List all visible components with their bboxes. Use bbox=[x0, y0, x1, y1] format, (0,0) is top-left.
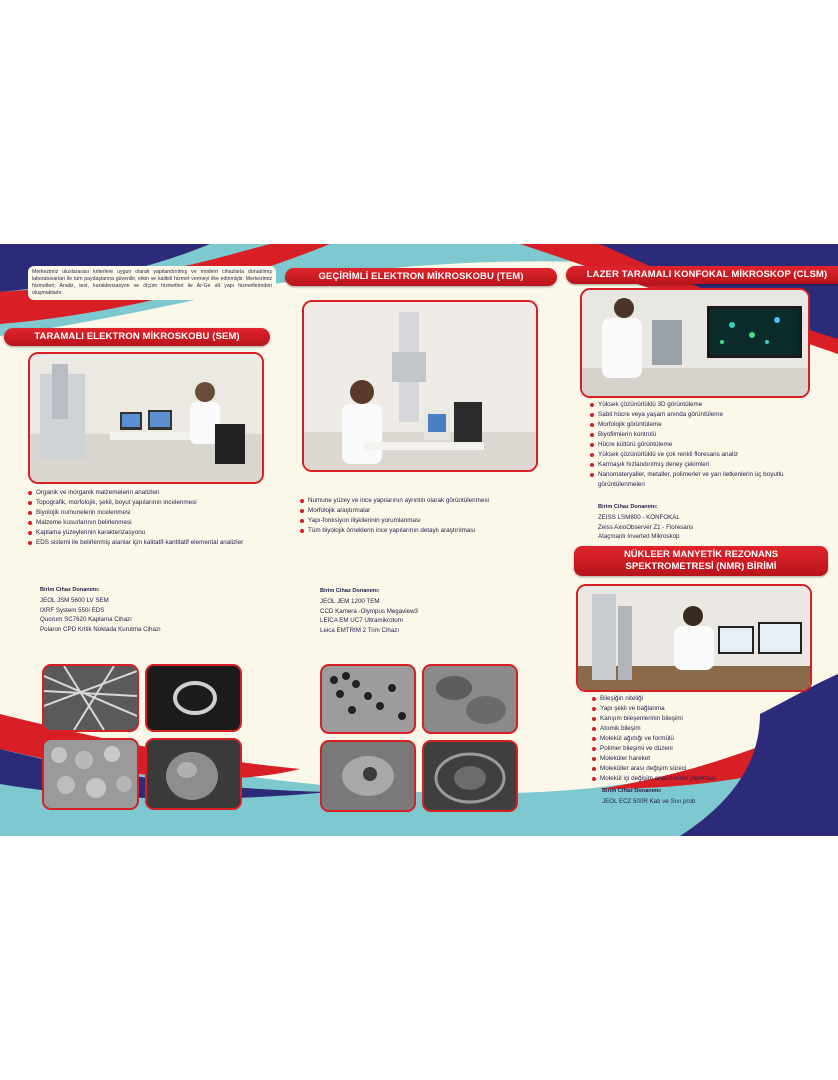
list-item: EDS sistemi ile belirlenmiş alanlar için kalitatif-kantitatif elemental analizler bbox=[28, 538, 268, 548]
sem-micrograph-pollen bbox=[147, 740, 240, 808]
list-item: Karmaşık hızlandırılmış deney çekimleri bbox=[590, 460, 810, 470]
clsm-equipment bbox=[598, 504, 693, 542]
list-item: Numune yüzey ve ince yapılarının ayrıntılı olarak görüntülenmesi bbox=[300, 496, 550, 506]
equipment-item: ZEISS LSM800 - KONFOKAL bbox=[598, 514, 680, 521]
sem-title: TARAMALI ELEKTRON MİKROSKOBU (SEM) bbox=[4, 328, 270, 346]
tem-thumb-tissue bbox=[422, 664, 518, 734]
sem-thumb-fibers bbox=[42, 664, 139, 732]
nmr-title-line1: NÜKLEER MANYETİK REZONANS bbox=[623, 549, 779, 560]
clsm-lab-image bbox=[582, 290, 808, 396]
sem-thumb-cell bbox=[145, 664, 242, 732]
list-item: Karışım bileşenlerinin bileşimi bbox=[592, 714, 812, 724]
clsm-photo bbox=[580, 288, 810, 398]
clsm-bullet-list bbox=[590, 400, 810, 490]
equipment-item: Quorum SC7620 Kaplama Cihazı bbox=[40, 616, 132, 624]
list-item: Topografik, morfolojik, şekil, boyut yapılarının incelenmesi bbox=[28, 498, 268, 508]
list-item: Moleküller arası değişim süreci bbox=[592, 764, 812, 774]
list-item: Biyolojik numunelerin incelenmesi bbox=[28, 508, 268, 518]
equipment-item: IXRF System 550i EDS bbox=[40, 606, 105, 614]
brochure-page bbox=[0, 244, 838, 836]
equipment-title: Birim Cihaz Donanımı: bbox=[598, 504, 658, 510]
list-item: Morfolojik görüntüleme bbox=[590, 420, 810, 430]
equipment-item: JEOL JEM 1200 TEM bbox=[320, 598, 380, 605]
list-item: Molekül ağırlığı ve formülü bbox=[592, 734, 812, 744]
nmr-bullet-list bbox=[592, 694, 812, 784]
list-item: Kaplama yüzeylerinin karakterizasyonu bbox=[28, 528, 268, 538]
tem-photo bbox=[302, 300, 538, 472]
list-item: Organik ve inorganik malzemelerin analizleri bbox=[28, 488, 268, 498]
equipment-title: Birim Cihaz Donanımı: bbox=[40, 587, 100, 593]
tem-thumb-nucleus bbox=[320, 740, 416, 812]
equipment-item: JEOL ECZ 500R Katı ve Sıvı prob bbox=[602, 798, 696, 805]
equipment-item: LEICA EM UC7 Ultramikrotom bbox=[320, 617, 403, 625]
clsm-title: LAZER TARAMALI KONFOKAL MİKROSKOP (CLSM) bbox=[566, 266, 838, 284]
tem-micrograph-particles bbox=[322, 666, 414, 732]
list-item: Molekül içi değişim analizlerinin yapılması bbox=[592, 774, 812, 784]
equipment-item: Ataçmanlı Inverted Mikroskop bbox=[598, 533, 680, 541]
list-item: Moleküler hareket bbox=[592, 754, 812, 764]
list-item: Bileşiğin niteliği bbox=[592, 694, 812, 704]
list-item: Biyofilmlerin kontrolü bbox=[590, 430, 810, 440]
tem-equipment bbox=[320, 588, 418, 635]
nmr-title-line2: SPEKTROMETRESİ (NMR) BİRİMİ bbox=[625, 561, 777, 572]
equipment-item: Leica EMTRIM 2 Trim Cihazı bbox=[320, 626, 400, 634]
list-item: Polimer bileşimi ve düzeni bbox=[592, 744, 812, 754]
equipment-item: Zeiss AxioObserver Z1 - Floresans bbox=[598, 523, 694, 531]
list-item: Yapı-fonksiyon ilişkilerinin yorumlanması bbox=[300, 516, 550, 526]
intro-text: Merkezimiz uluslararası kriterlere uygun olarak yapılandırılmış ve modern cihazlarla donatılmış laboratuvarları ile tüm paydaşlarına güvenilir, etkin ve kaliteli hizmet vermeyi ilke edinmiştir. Merkezimiz hizmetleri; Analiz, test, karakterizasyon ve ölçüm hizmetleri ile Ar-Ge alt yapı hizmetlerinden oluşmaktadır. bbox=[28, 266, 276, 300]
list-item: Yüksek çözünürlüklü ve çok renkli floresans analiz bbox=[590, 450, 810, 460]
list-item: Malzeme kusurlarının belirlenmesi bbox=[28, 518, 268, 528]
list-item: Sabit hücre veya yaşam anında görüntüleme bbox=[590, 410, 810, 420]
tem-bullet-list bbox=[300, 496, 550, 536]
tem-thumb-cell-section bbox=[422, 740, 518, 812]
equipment-item: JEOL JSM 5600 LV SEM bbox=[40, 597, 109, 604]
tem-thumb-particles bbox=[320, 664, 416, 734]
nmr-title bbox=[574, 546, 828, 576]
sem-equipment bbox=[40, 587, 161, 634]
equipment-title: Birim Cihaz Donanımı: bbox=[602, 788, 662, 794]
sem-lab-image bbox=[30, 354, 262, 482]
list-item: Nanomateryaller, metaller, polimerler ve yarı iletkenlerin üç boyutlu görüntülenmeleri bbox=[590, 470, 810, 490]
sem-photo bbox=[28, 352, 264, 484]
sem-bullet-list bbox=[28, 488, 268, 548]
nmr-lab-image bbox=[578, 586, 810, 690]
list-item: Tüm biyolojik örneklerin ince yapılarının detaylı araştırılması bbox=[300, 526, 550, 536]
list-item: Hücre kültürü görüntüleme bbox=[590, 440, 810, 450]
list-item: Yapı şekli ve bağlanma bbox=[592, 704, 812, 714]
tem-micrograph-cell-section bbox=[424, 742, 516, 810]
tem-micrograph-nucleus bbox=[322, 742, 414, 810]
nmr-photo bbox=[576, 584, 812, 692]
tem-micrograph-tissue bbox=[424, 666, 516, 732]
list-item: Atomik bileşim bbox=[592, 724, 812, 734]
equipment-item: Polaron CPD Kritik Noktada Kurutma Cihazı bbox=[40, 625, 161, 633]
tem-title: GEÇİRİMLİ ELEKTRON MİKROSKOBU (TEM) bbox=[285, 268, 557, 286]
list-item: Yüksek çözünürlüklü 3D görüntüleme bbox=[590, 400, 810, 410]
sem-thumb-granular bbox=[42, 738, 139, 810]
tem-lab-image bbox=[304, 302, 536, 470]
nmr-equipment bbox=[602, 788, 695, 807]
equipment-item: CCD Kamera -Olympus Megaview3 bbox=[320, 607, 418, 615]
list-item: Morfolojik araştırmalar bbox=[300, 506, 550, 516]
sem-thumb-pollen bbox=[145, 738, 242, 810]
sem-micrograph-fibers bbox=[44, 666, 137, 730]
sem-micrograph-granular bbox=[44, 740, 137, 808]
sem-micrograph-cell bbox=[147, 666, 240, 730]
equipment-title: Birim Cihaz Donanımı: bbox=[320, 588, 380, 594]
